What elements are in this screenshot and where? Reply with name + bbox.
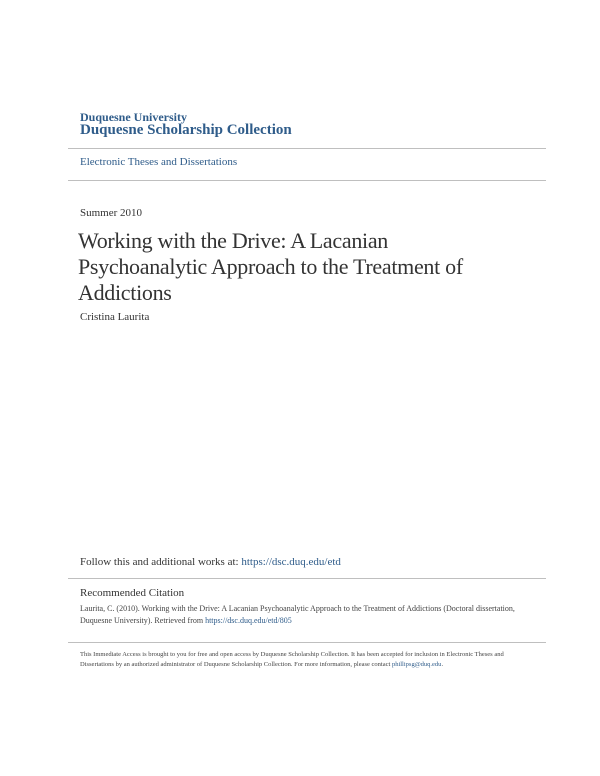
contact-email-link[interactable]: phillipsg@duq.edu [391, 661, 442, 668]
series-link[interactable]: Electronic Theses and Dissertations [80, 156, 238, 168]
citation-link[interactable]: https://dsc.duq.edu/etd/805 [205, 616, 292, 625]
follow-link[interactable]: https://dsc.duq.edu/etd [241, 556, 341, 568]
divider-top [68, 148, 546, 149]
publication-date: Summer 2010 [80, 207, 143, 219]
access-end: . [441, 661, 444, 668]
follow-line [80, 556, 341, 568]
university-name[interactable]: Duquesne University [80, 110, 188, 124]
citation-text: Laurita, C. (2010). Working with the Drive: A Lacanian Psychoanalytic Approach to the Treatment of Addictions (Doctoral dissertation, Duquesne University). Retrieved from [80, 604, 515, 625]
collection-name[interactable]: Duquesne Scholarship Collection [80, 122, 292, 138]
access-text: This Immediate Access is brought to you for free and open access by Duquesne Scholarship Collection. It has been accepted for inclusion in Electronic Theses and Dissertations by an authorized administrator of Duquesne Scholarship Collection. For more information, please contact [80, 651, 504, 668]
divider-access [68, 642, 546, 643]
divider-citation [68, 578, 546, 579]
access-statement [80, 650, 520, 670]
author-name: Cristina Laurita [80, 311, 150, 323]
follow-text: Follow this and additional works at: [80, 556, 242, 568]
recommended-citation-heading: Recommended Citation [80, 587, 185, 599]
document-title: Working with the Drive: A Lacanian Psychoanalytic Approach to the Treatment of Addictions [78, 228, 463, 305]
divider-series [68, 180, 546, 181]
citation-block [80, 603, 520, 627]
